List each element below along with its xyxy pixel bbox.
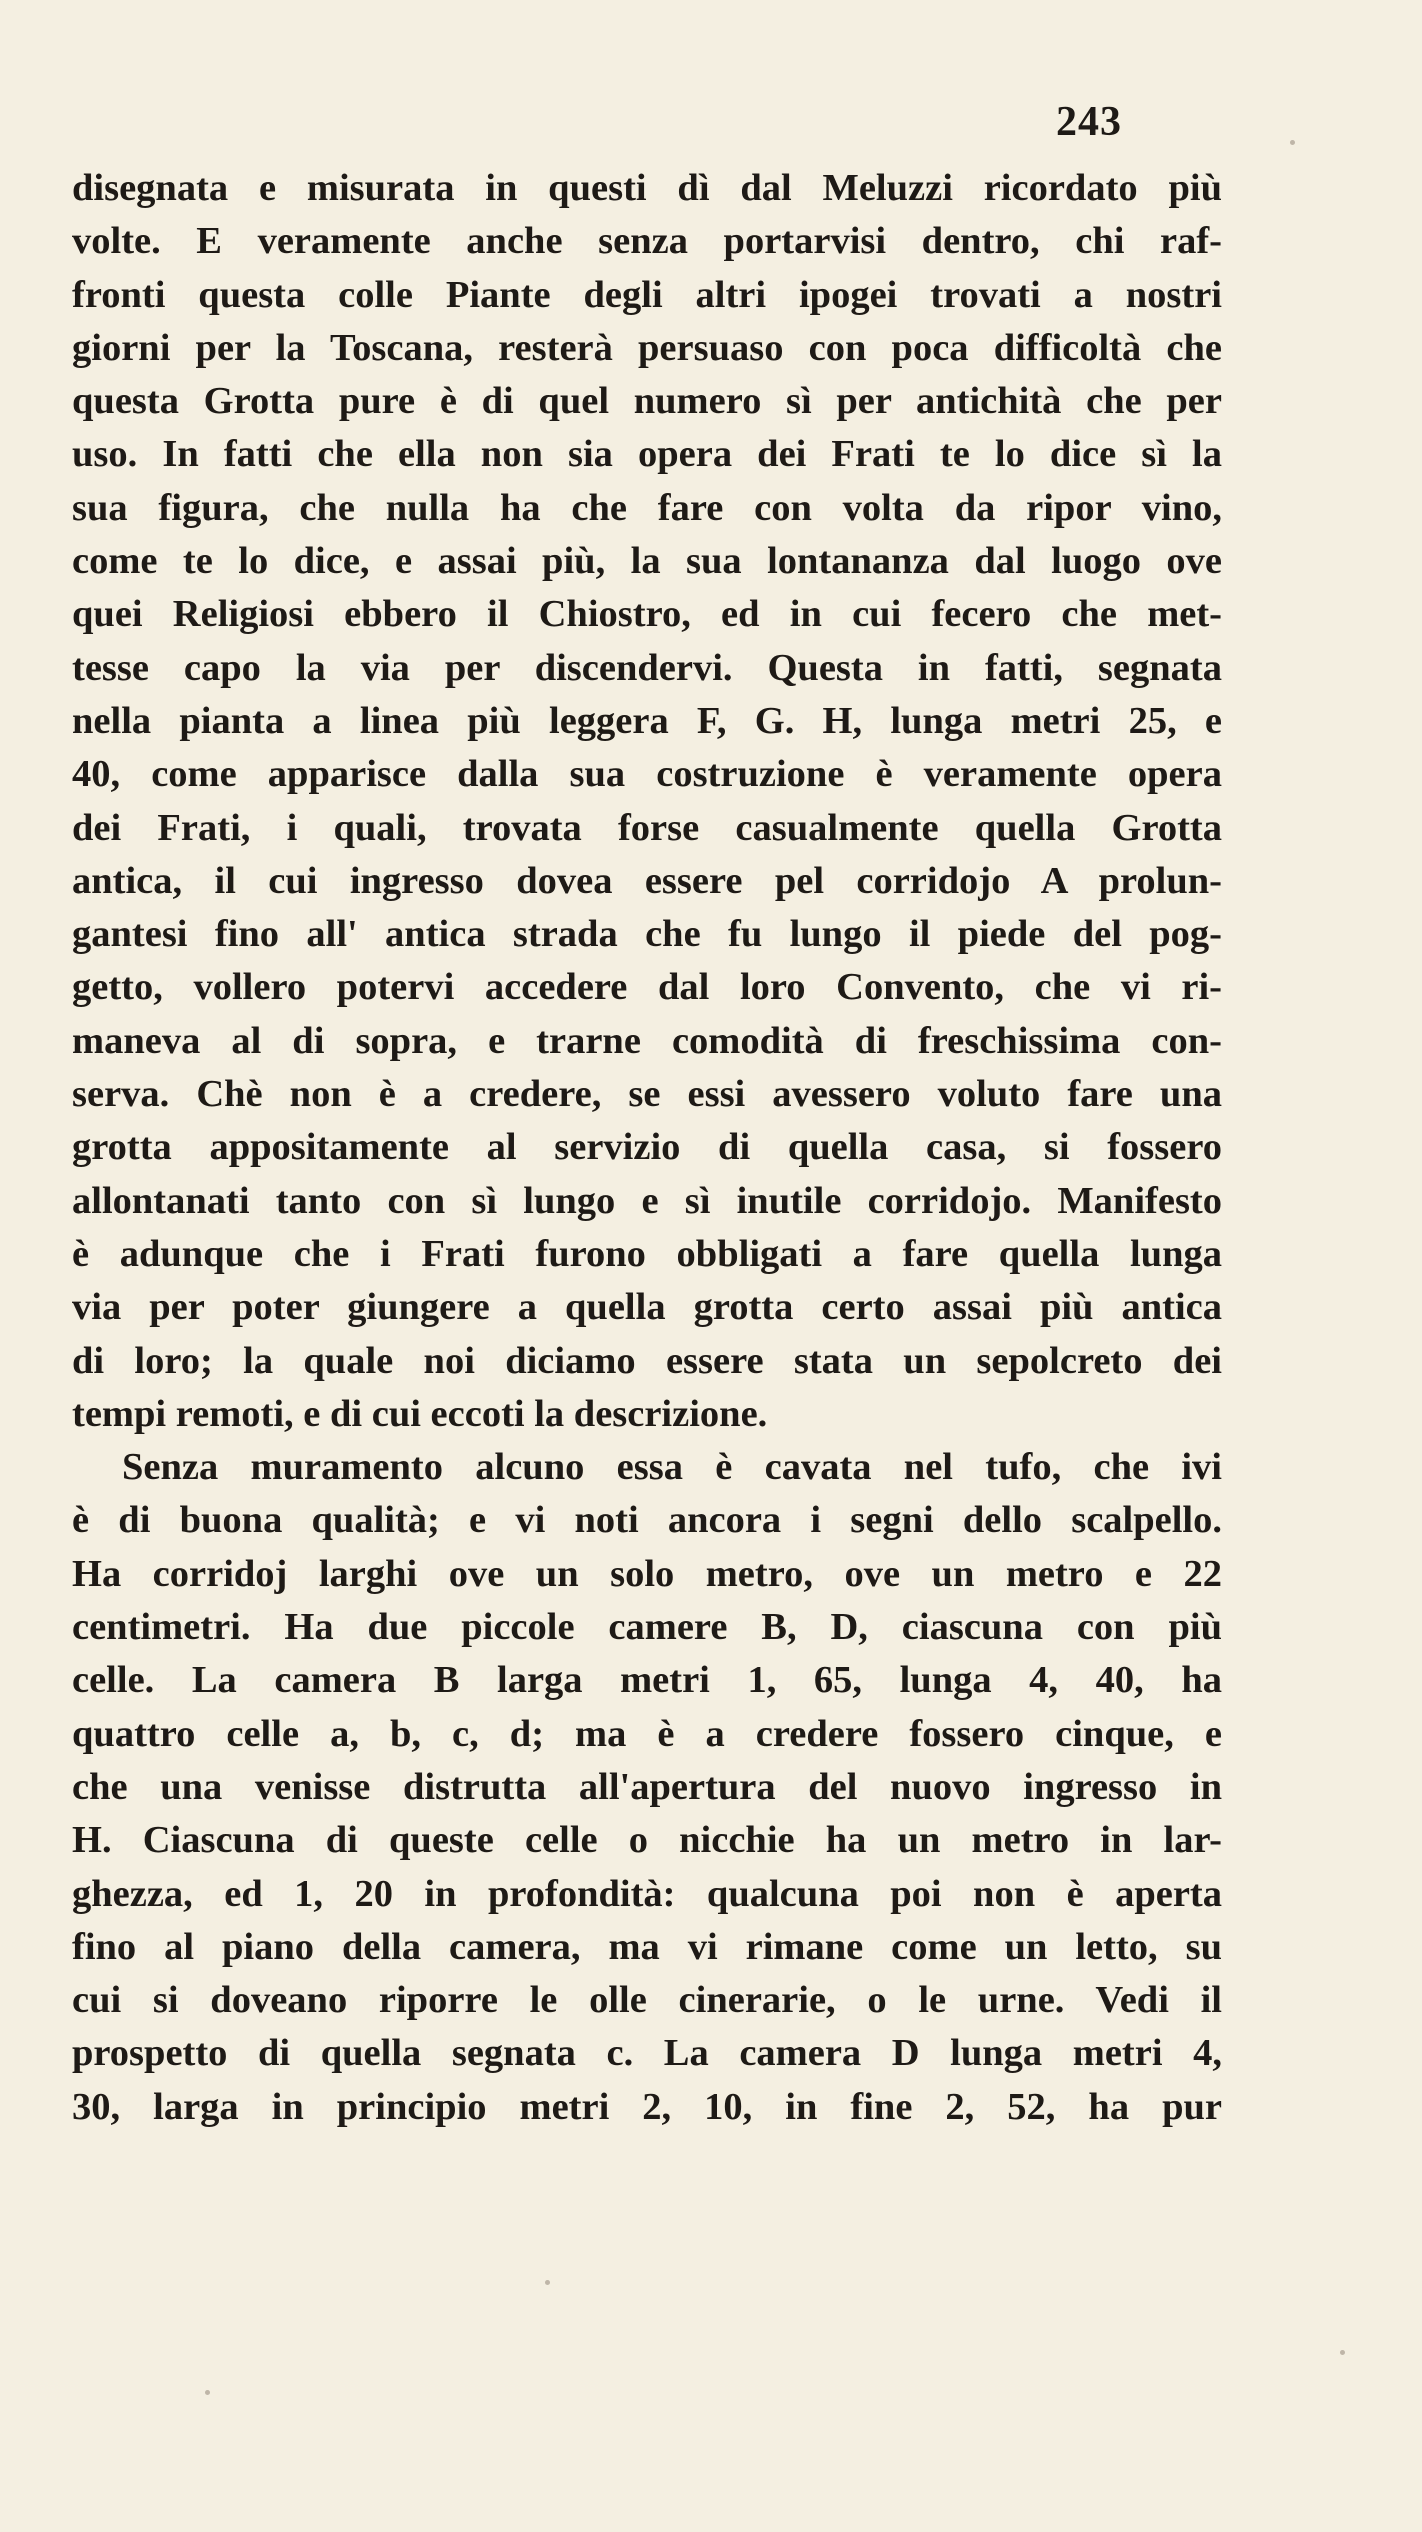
text-line: fronti questa colle Piante degli altri ipogei trovati a nostri <box>72 273 1222 316</box>
text-line: sua figura, che nulla ha che fare con volta da ripor vino, <box>72 486 1222 529</box>
text-line: gantesi fino all' antica strada che fu lungo il piede del pog- <box>72 913 1222 956</box>
text-line: disegnata e misurata in questi dì dal Meluzzi ricordato più <box>72 167 1222 209</box>
text-line: 30, larga in principio metri 2, 10, in fine 2, 52, ha pur <box>72 2085 1222 2128</box>
text-line: ghezza, ed 1, 20 in profondità: qualcuna poi non è aperta <box>72 1872 1222 1915</box>
text-line: 40, come apparisce dalla sua costruzione è veramente opera <box>72 753 1222 796</box>
text-line: cui si doveano riporre le olle cinerarie, o le urne. Vedi il <box>72 1979 1222 2022</box>
text-line: grotta appositamente al servizio di quella casa, si fossero <box>72 1126 1222 1169</box>
text-line: celle. La camera B larga metri 1, 65, lunga 4, 40, ha <box>72 1659 1222 1702</box>
paper-speck <box>1340 2350 1345 2355</box>
text-line: fino al piano della camera, ma vi rimane come un letto, su <box>72 1925 1222 1968</box>
text-line: maneva al di sopra, e trarne comodità di freschissima con- <box>72 1019 1222 1062</box>
text-line: è adunque che i Frati furono obbligati a fare quella lunga <box>72 1232 1222 1275</box>
paper-speck <box>1290 140 1295 145</box>
paragraph-start-line: Senza muramento alcuno essa è cavata nel tufo, che ivi <box>122 1446 1222 1489</box>
text-line: volte. E veramente anche senza portarvisi dentro, chi raf- <box>72 220 1222 263</box>
page-number: 243 <box>1056 99 1122 145</box>
text-line: tesse capo la via per discendervi. Questa in fatti, segnata <box>72 646 1222 689</box>
text-line: questa Grotta pure è di quel numero sì per antichità che per <box>72 380 1222 423</box>
text-line: quei Religiosi ebbero il Chiostro, ed in cui fecero che met- <box>72 593 1222 636</box>
body-text <box>72 162 1222 2134</box>
text-line: via per poter giungere a quella grotta certo assai più antica <box>72 1286 1222 1329</box>
text-line: giorni per la Toscana, resterà persuaso con poca difficoltà che <box>72 326 1222 369</box>
text-line: getto, vollero potervi accedere dal loro Convento, che vi ri- <box>72 966 1222 1009</box>
text-line: prospetto di quella segnata c. La camera D lunga metri 4, <box>72 2032 1222 2075</box>
text-line: dei Frati, i quali, trovata forse casualmente quella Grotta <box>72 806 1222 849</box>
paper-speck <box>545 2280 550 2285</box>
text-line: nella pianta a linea più leggera F, G. H, lunga metri 25, e <box>72 699 1222 742</box>
text-line: di loro; la quale noi diciamo essere stata un sepolcreto dei <box>72 1339 1222 1382</box>
text-line: centimetri. Ha due piccole camere B, D, ciascuna con più <box>72 1606 1222 1649</box>
text-line: come te lo dice, e assai più, la sua lontananza dal luogo ove <box>72 540 1222 583</box>
paragraph-end-line: tempi remoti, e di cui eccoti la descrizione. <box>72 1392 768 1435</box>
text-line: uso. In fatti che ella non sia opera dei Frati te lo dice sì la <box>72 433 1222 476</box>
text-line: quattro celle a, b, c, d; ma è a credere fossero cinque, e <box>72 1712 1222 1755</box>
text-line: H. Ciascuna di queste celle o nicchie ha un metro in lar- <box>72 1819 1222 1862</box>
text-line: che una venisse distrutta all'apertura del nuovo ingresso in <box>72 1765 1222 1808</box>
text-line: antica, il cui ingresso dovea essere pel corridojo A prolun- <box>72 859 1222 902</box>
text-line: allontanati tanto con sì lungo e sì inutile corridojo. Manifesto <box>72 1179 1222 1222</box>
text-line: serva. Chè non è a credere, se essi avessero voluto fare una <box>72 1073 1222 1116</box>
text-line: Ha corridoj larghi ove un solo metro, ove un metro e 22 <box>72 1552 1222 1595</box>
paper-speck <box>205 2390 210 2395</box>
text-line: è di buona qualità; e vi noti ancora i segni dello scalpello. <box>72 1499 1222 1542</box>
